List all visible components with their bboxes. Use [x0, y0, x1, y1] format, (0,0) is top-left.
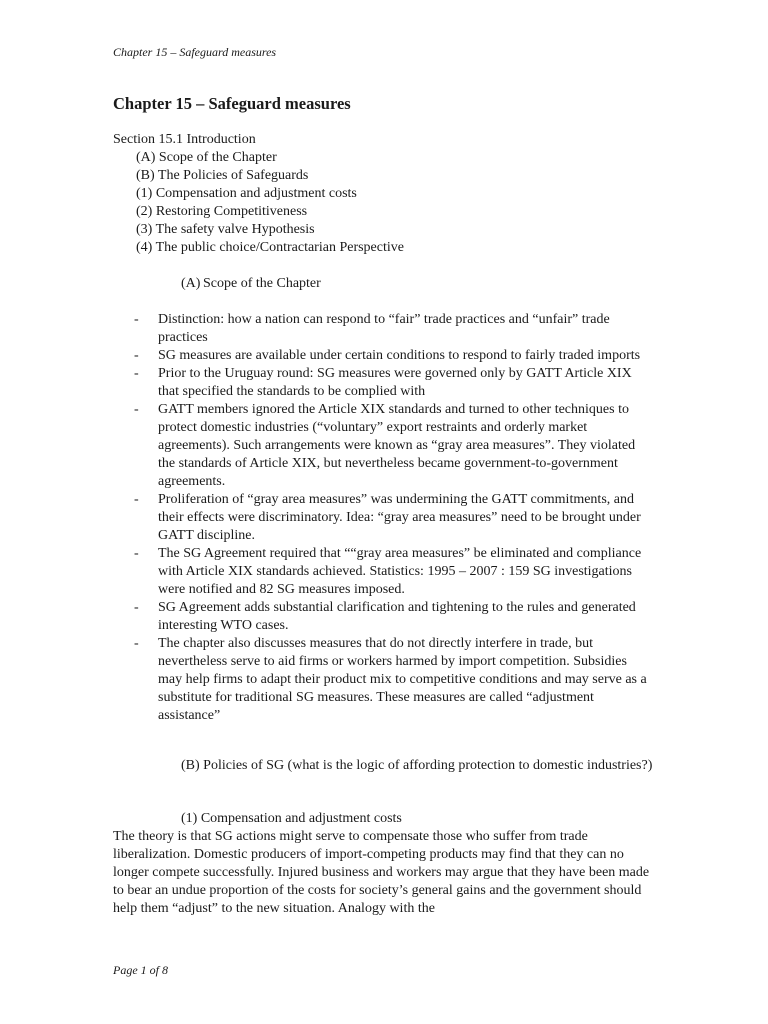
- toc-item: (2) Restoring Competitiveness: [136, 204, 308, 219]
- list-item-text: GATT members ignored the Article XIX standards and turned to other techniques to protect domestic industries (“voluntary” export restraints and orderly market agreements). Such arrangements were known as “gray area measures”. They violated the standards of Article XIX, but nevertheless became government-to-government agreements.: [158, 402, 636, 489]
- toc-item: (B) The Policies of Safeguards: [136, 168, 309, 183]
- list-item: [113, 311, 653, 347]
- toc-item: (4) The public choice/Contractarian Perspective: [136, 240, 404, 255]
- list-item: [113, 599, 653, 635]
- body-paragraph: The theory is that SG actions might serve to compensate those who suffer from trade liberalization. Domestic producers of import-competing products may find that they can no longer compete successfully. Injured business and workers may argue that they have been made to bear an undue proportion of the costs for society’s general gains and the government should help them “adjust” to the new situation. Analogy with the: [113, 829, 650, 916]
- bullet-dash: -: [134, 546, 139, 561]
- bullet-dash: -: [134, 636, 139, 651]
- list-item: [113, 347, 653, 365]
- subsection-a-label: (A): [181, 276, 201, 291]
- list-item: [113, 491, 653, 545]
- list-item-text: The SG Agreement required that ““gray area measures” be eliminated and compliance with Article XIX standards achieved. Statistics: 1995 – 2007 : 159 SG investigations were notified and 82 SG measures imposed.: [158, 546, 642, 597]
- section-heading: Section 15.1 Introduction: [113, 132, 256, 147]
- page-footer: Page 1 of 8: [113, 963, 168, 977]
- list-item: [113, 545, 653, 599]
- list-item-text: The chapter also discusses measures that do not directly interfere in trade, but nevertheless serve to aid firms or workers harmed by import competition. Subsidies may help firms to adapt their product mix to competitive conditions and may serve as a substitute for traditional SG measures. These measures are called “adjustment assistance”: [158, 636, 647, 723]
- subsection-b1-heading: (1) Compensation and adjustment costs: [181, 811, 402, 826]
- list-item-text: Prior to the Uruguay round: SG measures were governed only by GATT Article XIX that specified the standards to be complied with: [158, 366, 632, 399]
- bullet-list: [113, 311, 653, 725]
- list-item: [113, 635, 653, 725]
- bullet-dash: -: [134, 366, 139, 381]
- list-item-text: SG Agreement adds substantial clarification and tightening to the rules and generated interesting WTO cases.: [158, 600, 636, 633]
- list-item: [113, 401, 653, 491]
- subsection-a-heading: [181, 275, 321, 293]
- toc-item: (A) Scope of the Chapter: [136, 150, 277, 165]
- bullet-dash: -: [134, 312, 139, 327]
- list-item: [113, 365, 653, 401]
- subsection-a-text: Scope of the Chapter: [203, 276, 321, 291]
- list-item-text: SG measures are available under certain conditions to respond to fairly traded imports: [158, 348, 641, 363]
- running-header: Chapter 15 – Safeguard measures: [113, 45, 277, 59]
- list-item-text: Proliferation of “gray area measures” was undermining the GATT commitments, and their effects were discriminatory. Idea: “gray area measures” need to be brought under GATT discipline.: [158, 492, 641, 543]
- bullet-dash: -: [134, 492, 139, 507]
- bullet-dash: -: [134, 402, 139, 417]
- chapter-title: Chapter 15 – Safeguard measures: [113, 94, 351, 113]
- toc-item: (1) Compensation and adjustment costs: [136, 186, 357, 201]
- bullet-dash: -: [134, 600, 139, 615]
- table-of-contents: [136, 149, 404, 257]
- subsection-b-heading: (B) Policies of SG (what is the logic of affording protection to domestic industries?): [181, 758, 653, 773]
- toc-item: (3) The safety valve Hypothesis: [136, 222, 315, 237]
- bullet-dash: -: [134, 348, 139, 363]
- list-item-text: Distinction: how a nation can respond to “fair” trade practices and “unfair” trade practices: [158, 312, 610, 345]
